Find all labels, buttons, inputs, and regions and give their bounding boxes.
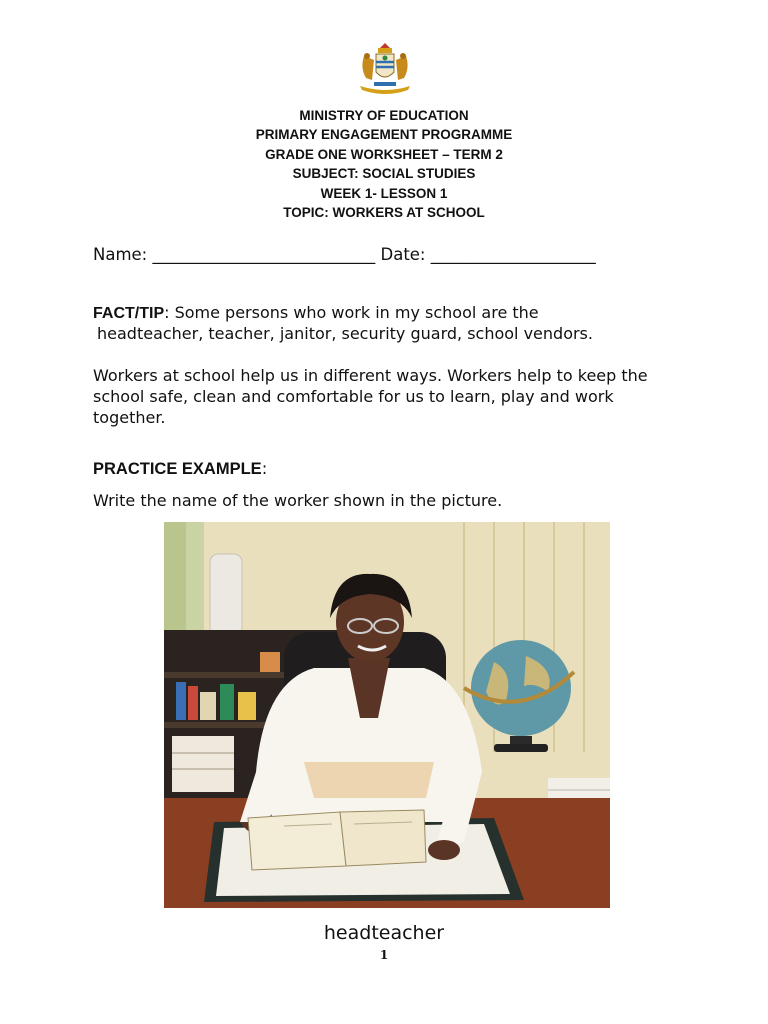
- fact-tip-line-1: [93, 303, 539, 323]
- date-blank[interactable]: ____________________: [430, 245, 596, 264]
- fact-tip-text-1: : Some persons who work in my school are the: [164, 303, 539, 322]
- practice-example-heading: [93, 459, 267, 479]
- paragraph-line-2: school safe, clean and comfortable for us to learn, play and work: [93, 387, 614, 406]
- fact-tip-label: FACT/TIP: [93, 305, 165, 322]
- practice-example-label: PRACTICE EXAMPLE: [93, 460, 262, 478]
- photo-caption: headteacher: [323, 922, 445, 944]
- workers-paragraph: [93, 365, 703, 428]
- header-week-lesson: WEEK 1- LESSON 1: [320, 185, 448, 201]
- date-label: Date:: [380, 245, 426, 264]
- name-date-row: [93, 245, 596, 264]
- header-ministry: MINISTRY OF EDUCATION: [299, 108, 469, 123]
- coat-of-arms-logo: [356, 42, 414, 98]
- paragraph-line-3: together.: [93, 408, 166, 427]
- header-worksheet: GRADE ONE WORKSHEET – TERM 2: [265, 146, 503, 162]
- header-subject: SUBJECT: SOCIAL STUDIES: [292, 166, 476, 182]
- paragraph-line-1: Workers at school help us in different ways. Workers help to keep the: [93, 366, 648, 385]
- practice-example-colon: :: [261, 459, 268, 478]
- header-programme: PRIMARY ENGAGEMENT PROGRAMME: [255, 127, 513, 143]
- name-blank[interactable]: ___________________________: [152, 245, 376, 264]
- name-label: Name:: [93, 245, 148, 264]
- fact-tip-line-2: headteacher, teacher, janitor, security guard, school vendors.: [97, 324, 593, 343]
- page-number: 1: [379, 948, 389, 962]
- practice-prompt: Write the name of the worker shown in the picture.: [93, 491, 503, 510]
- headteacher-photo: [164, 522, 610, 908]
- worksheet-header: [0, 106, 768, 222]
- header-topic: TOPIC: WORKERS AT SCHOOL: [283, 205, 485, 221]
